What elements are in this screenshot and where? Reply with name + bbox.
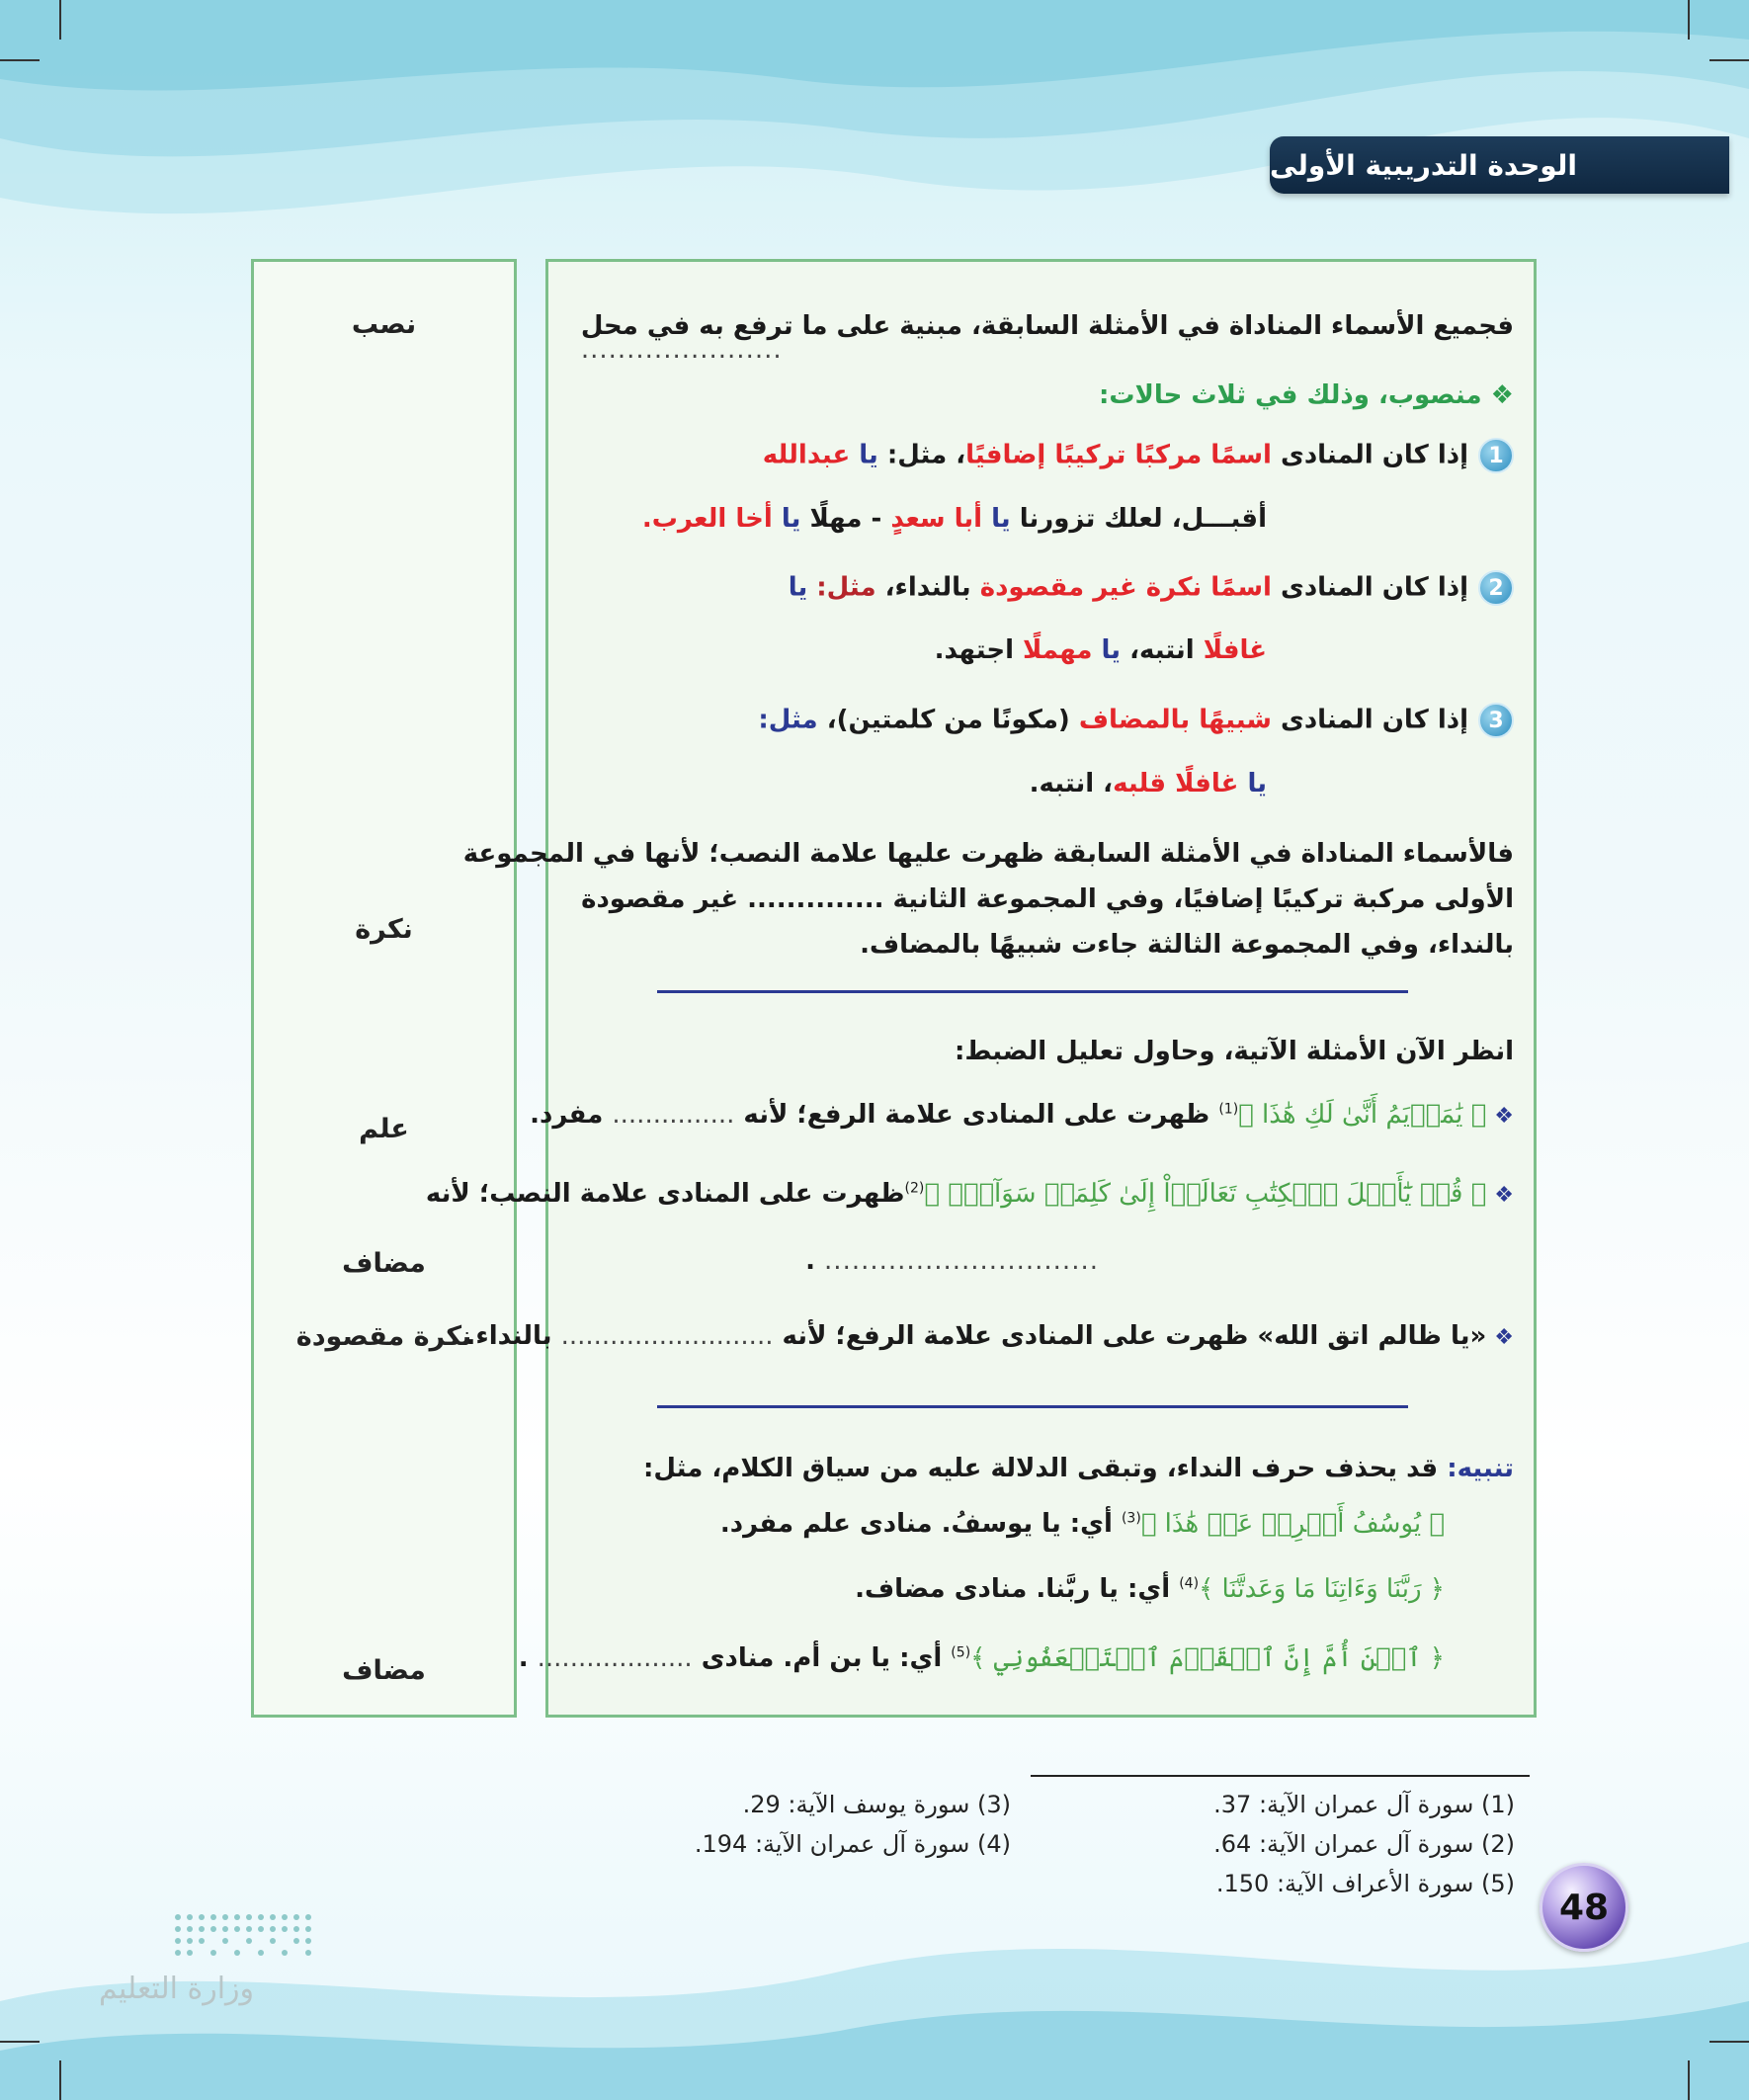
crop-mark — [1688, 0, 1690, 40]
footnote: (2) سورة آل عمران الآية: 64. — [1213, 1830, 1515, 1858]
example-3: ❖«يا ظالم اتق الله» ظهرت على المنادى علامة الرفع؛ لأنه .......................... بالنداء. — [465, 1321, 1514, 1351]
footnote: (1) سورة آل عمران الآية: 37. — [1213, 1791, 1515, 1818]
case2-line1: 2إذا كان المنادى اسمًا نكرة غير مقصودة بالنداء، مثل: يا — [789, 570, 1514, 606]
example-1: ❖﴿ يَٰمَرۡيَمُ أَنَّىٰ لَكِ هَٰذَا ﴾$^{(1)}$ ظهرت على المنادى علامة الرفع؛ لأنه ............... مفرد. — [530, 1100, 1514, 1130]
side-note: نصب — [351, 309, 417, 340]
diamond-bullet: ❖ — [1494, 1183, 1514, 1208]
footnote: (4) سورة آل عمران الآية: 194. — [694, 1830, 1011, 1858]
note-line: تنبيه: قد يحذف حرف النداء، وتبقى الدلالة عليه من سياق الكلام، مثل: — [643, 1454, 1514, 1483]
case1-line2: أقبـــل، لعلك تزورنا يا أبا سعدٍ - مهلًا يا أخا العرب. — [641, 504, 1267, 534]
cases-heading: ❖ منصوب، وذلك في ثلاث حالات: — [1098, 380, 1514, 410]
case3-line1: 3إذا كان المنادى شبيهًا بالمضاف (مكونًا من كلمتين)، مثل: — [758, 703, 1514, 738]
intro-text: فجميع الأسماء المناداة في الأمثلة السابقة، مبنية على ما ترفع به في محل — [580, 311, 1514, 341]
quran-verse: ﴿ يُوسُفُ أَعۡرِضۡ عَنۡ هَٰذَا ﴾ — [1140, 1509, 1445, 1539]
crop-mark — [1709, 2041, 1749, 2043]
unit-title-banner — [1270, 136, 1729, 194]
diamond-bullet: ❖ — [1481, 380, 1514, 410]
case-number-1: 1 — [1478, 438, 1514, 473]
intro-line — [581, 311, 1514, 365]
case1-example: عبدالله — [762, 440, 851, 470]
side-note: مضاف — [342, 1248, 426, 1279]
summary-line2: الأولى مركبة تركيبًا إضافيًا، وفي المجموعة الثانية .............. غير مقصودة — [581, 884, 1514, 914]
side-answers-box — [251, 259, 517, 1718]
summary-line3: بالنداء، وفي المجموعة الثالثة جاءت شبيهًا بالمضاف. — [860, 930, 1514, 960]
quran-verse: ﴿ قُلۡ يَٰٓأَهۡلَ ٱلۡكِتَٰبِ تَعَالَوۡاْ إِلَىٰ كَلِمَةٖ سَوَآءِۭ ﴾ — [924, 1179, 1487, 1209]
section-divider — [657, 990, 1408, 993]
crop-mark — [1688, 2060, 1690, 2100]
intro-dots: ...................... — [580, 335, 783, 365]
main-content-box — [425, 259, 1537, 1718]
case-number-3: 3 — [1478, 703, 1514, 738]
footnote-rule — [1031, 1775, 1530, 1777]
side-note: نكرة مقصودة — [295, 1321, 472, 1352]
case3-highlight: شبيهًا بالمضاف — [1078, 705, 1272, 735]
case2-line2: غافلًا انتبه، يا مهملًا اجتهد. — [934, 635, 1267, 665]
case2-highlight: اسمًا نكرة غير مقصودة — [979, 572, 1272, 603]
side-note: نكرة — [355, 914, 413, 945]
note-example-3: ﴿ ٱبۡنَ أُمَّ إِنَّ ٱلۡقَوۡمَ ٱسۡتَضۡعَفُونِي ﴾$^{(5)}$ أي: يا بن أم. منادى ................... . — [518, 1643, 1445, 1673]
crop-mark — [59, 0, 61, 40]
crop-mark — [1709, 59, 1749, 61]
case1-line1: 1إذا كان المنادى اسمًا مركبًا تركيبًا إضافيًا، مثل: يا عبدالله — [763, 438, 1514, 473]
side-note: مضاف — [342, 1655, 426, 1686]
quran-verse: ﴿ رَبَّنَا وَءَاتِنَا مَا وَعَدتَّنَا ﴾ — [1199, 1574, 1445, 1604]
crop-mark — [0, 59, 40, 61]
example-2: ❖﴿ قُلۡ يَٰٓأَهۡلَ ٱلۡكِتَٰبِ تَعَالَوۡاْ إِلَىٰ كَلِمَةٖ سَوَآءِۭ ﴾$^{(2)}$ظهرت على المنادى علامة النصب؛ لأنه — [425, 1179, 1514, 1209]
note-label: تنبيه: — [1438, 1454, 1514, 1483]
crop-mark — [59, 2060, 61, 2100]
ministry-name: وزارة التعليم — [99, 1972, 255, 2006]
diamond-bullet: ❖ — [1494, 1325, 1514, 1350]
case3-line2: يا غافلًا قلبه، انتبه. — [1029, 769, 1267, 798]
case1-highlight: اسمًا مركبًا تركيبًا إضافيًا — [965, 440, 1272, 470]
note-example-2: ﴿ رَبَّنَا وَءَاتِنَا مَا وَعَدتَّنَا ﴾$^{(4)}$ أي: يا ربَّنا. منادى مضاف. — [855, 1574, 1445, 1604]
quran-verse: ﴿ ٱبۡنَ أُمَّ إِنَّ ٱلۡقَوۡمَ ٱسۡتَضۡعَفُونِي ﴾ — [970, 1643, 1445, 1673]
side-note: علم — [359, 1114, 409, 1144]
page-number: 48 — [1540, 1863, 1628, 1952]
case-number-2: 2 — [1478, 570, 1514, 606]
section-divider — [657, 1405, 1408, 1408]
footnote: (5) سورة الأعراف الآية: 150. — [1215, 1870, 1515, 1897]
footnote: (3) سورة يوسف الآية: 29. — [742, 1791, 1011, 1818]
example-2-cont: .............................. . — [805, 1246, 1099, 1276]
crop-mark — [0, 2041, 40, 2043]
quran-verse: ﴿ يَٰمَرۡيَمُ أَنَّىٰ لَكِ هَٰذَا ﴾ — [1238, 1100, 1487, 1130]
note-example-1: ﴿ يُوسُفُ أَعۡرِضۡ عَنۡ هَٰذَا ﴾$^{(3)}$ أي: يا يوسفُ. منادى علم مفرد. — [719, 1509, 1445, 1539]
unit-title: الوحدة التدريبية الأولى — [1270, 148, 1577, 182]
summary-line1: فالأسماء المناداة في الأمثلة السابقة ظهرت عليها علامة النصب؛ لأنها في المجموعة — [462, 839, 1514, 869]
diamond-bullet: ❖ — [1494, 1104, 1514, 1129]
look-heading: انظر الآن الأمثلة الآتية، وحاول تعليل الضبط: — [954, 1037, 1514, 1066]
